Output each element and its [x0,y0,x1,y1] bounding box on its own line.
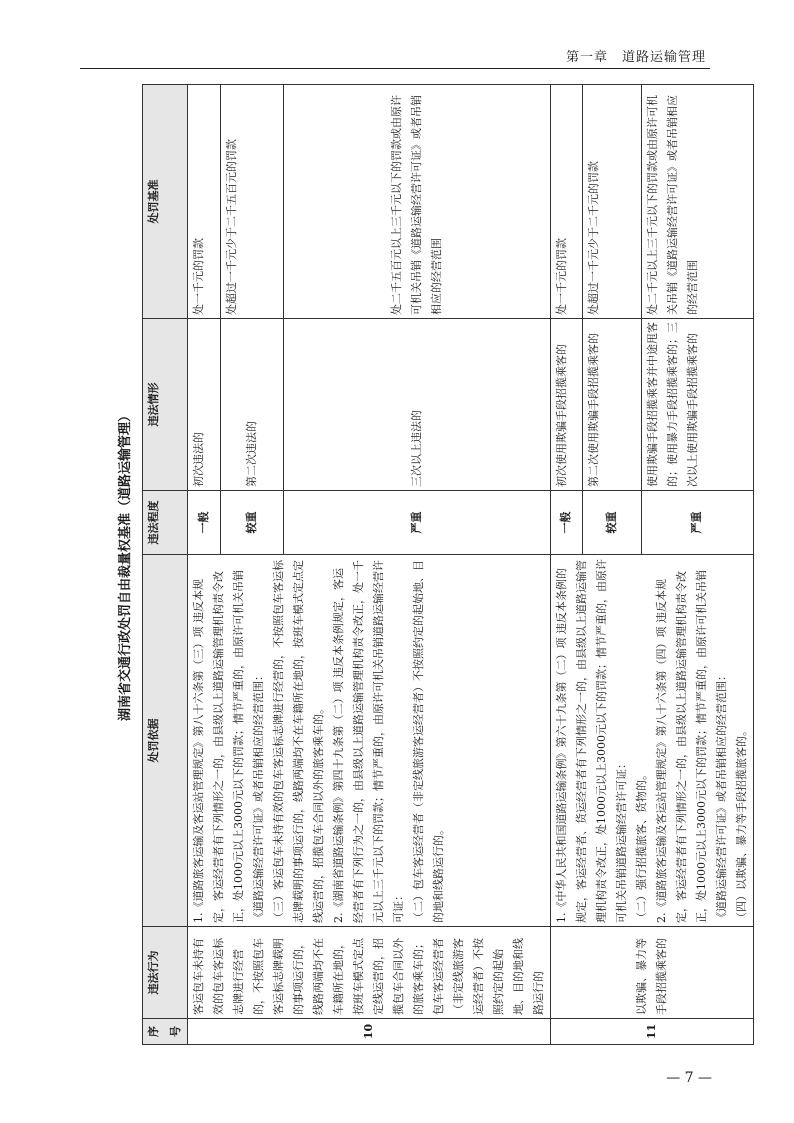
situation-cell: 初次使用欺骗手段招揽乘客的 [551,319,583,491]
header-standard: 处罚基准 [143,85,188,319]
table-row [551,85,583,1045]
basis-paragraph: （三）客运包车未持有效的包车客运标志牌进行经营的，不按照包车客运标志牌载明的事项运行的，线路两端均不在车籍所在地的，按班车模式定点定线运营的，招揽包车合同以外的旅客乘车的。 [272,560,325,923]
header-severity: 违法程度 [143,491,188,555]
basis-paragraph: （二）包车客运经营者（非定线旅游客运经营者）不按照约定的起始地、目的地和线路运行的。 [412,560,445,923]
situation-cell: 使用欺骗手段招揽乘客并中途甩客的；使用暴力手段招揽乘客的；三次以上使用欺骗手段招揽乘客的 [641,319,753,491]
basis-paragraph: （二）强行招揽旅客、货物的。 [635,769,648,923]
table-row [188,85,221,1045]
basis-paragraph: 1.《中华人民共和国道路运输条例》第六十九条第（二）项 违反本条例的规定，客运经营者、货运经营者有下列情形之一的，由县级以上道路运输管理机构责令改正，处1000元以上3000元以下的罚款；情节严重的，由原许可机关吊销道路运输经营许可证： [555,559,628,923]
violation-behavior: 客运包车未持有效的包车客运标志牌进行经营的，不按照包车客运标志牌载明的事项运行的，线路两端均不在车籍所在地的，按班车模式定点定线运营的，招揽包车合同以外的旅客乘车的；包车客运经营者（非定线旅游客运经营者）不按照约定的起始地、目的地和线路运行的 [188,927,551,1019]
standard-cell: 处超过一千元少于二千五百元的罚款 [221,85,284,319]
standard-cell: 处超过一千元少于二千元的罚款 [582,85,641,319]
standard-cell: 处一千元的罚款 [551,85,583,319]
table-caption: 湖南省交通行政处罚自由裁量权基准（道路运输管理） [118,409,133,722]
basis-paragraph: 2.《湖南省道路运输条例》第四十九条第（二）项 违反本条例规定，客运经营者有下列行为之一的，由县级以上道路运输管理机构责令改正，处一千元以上三千元以下的罚款；情节严重的，由原许可机关吊销道路运输经营许可证： [332,560,405,923]
page-number: — 7 — [666,1070,712,1086]
penalty-basis [188,555,551,927]
chapter-title: 第一章 道路运输管理 [565,50,706,65]
basis-paragraph: 1.《道路旅客运输及客运站管理规定》第八十六条第（三）项 违反本规定，客运经营者有下列情形之一的，由县级以上道路运输管理机构责令改正，处1000元以上3000元以下的罚款；情节严重的，由原许可机关吊销《道路运输经营许可证》或者吊销相应的经营范围： [192,570,265,923]
header-basis: 处罚依据 [143,555,188,927]
severity-cell: 较重 [582,491,641,555]
situation-cell: 三次以上违法的 [284,319,551,491]
table-header-row [143,85,188,1045]
landscape-content [110,85,748,1045]
violation-behavior: 以欺骗、暴力等手段招揽乘客的 [551,927,754,1019]
rotated-table-area [110,85,748,1045]
standard-cell: 处二千元以上三千元以下的罚款或由原许可机关吊销《道路运输经营许可证》或者吊销相应的经营范围 [641,85,753,319]
severity-cell: 严重 [284,491,551,555]
penalty-basis [551,555,754,927]
header-behavior: 违法行为 [143,927,188,1019]
situation-cell: 第二次违法的 [221,319,284,491]
standard-cell: 处一千元的罚款 [188,85,221,319]
basis-paragraph: 2.《道路旅客运输及客运站管理规定》第八十六条第（四）项 违反本规定，客运经营者有下列情形之一的，由县级以上道路运输管理机构责令改正，处1000元以上3000元以下的罚款；情节严重的，由原许可机关吊销《道路运输经营许可证》或者吊销相应的经营范围： [655,570,728,923]
situation-cell: 初次违法的 [188,319,221,491]
page-header [80,42,710,69]
severity-cell: 一般 [551,491,583,555]
severity-cell: 严重 [641,491,753,555]
header-no: 序号 [143,1019,188,1045]
basis-paragraph: （四）以欺骗、暴力等手段招揽旅客的。 [735,725,748,923]
row-number: 10 [188,1019,551,1045]
standard-cell: 处二千五百元以上三千元以下的罚款或由原许可机关吊销《道路运输经营许可证》或者吊销相应的经营范围 [284,85,551,319]
severity-cell: 一般 [188,491,221,555]
situation-cell: 第二次使用欺骗手段招揽乘客的 [582,319,641,491]
row-number: 11 [551,1019,754,1045]
header-situation: 违法情形 [143,319,188,491]
penalty-standard-table [142,84,754,1045]
severity-cell: 较重 [221,491,284,555]
